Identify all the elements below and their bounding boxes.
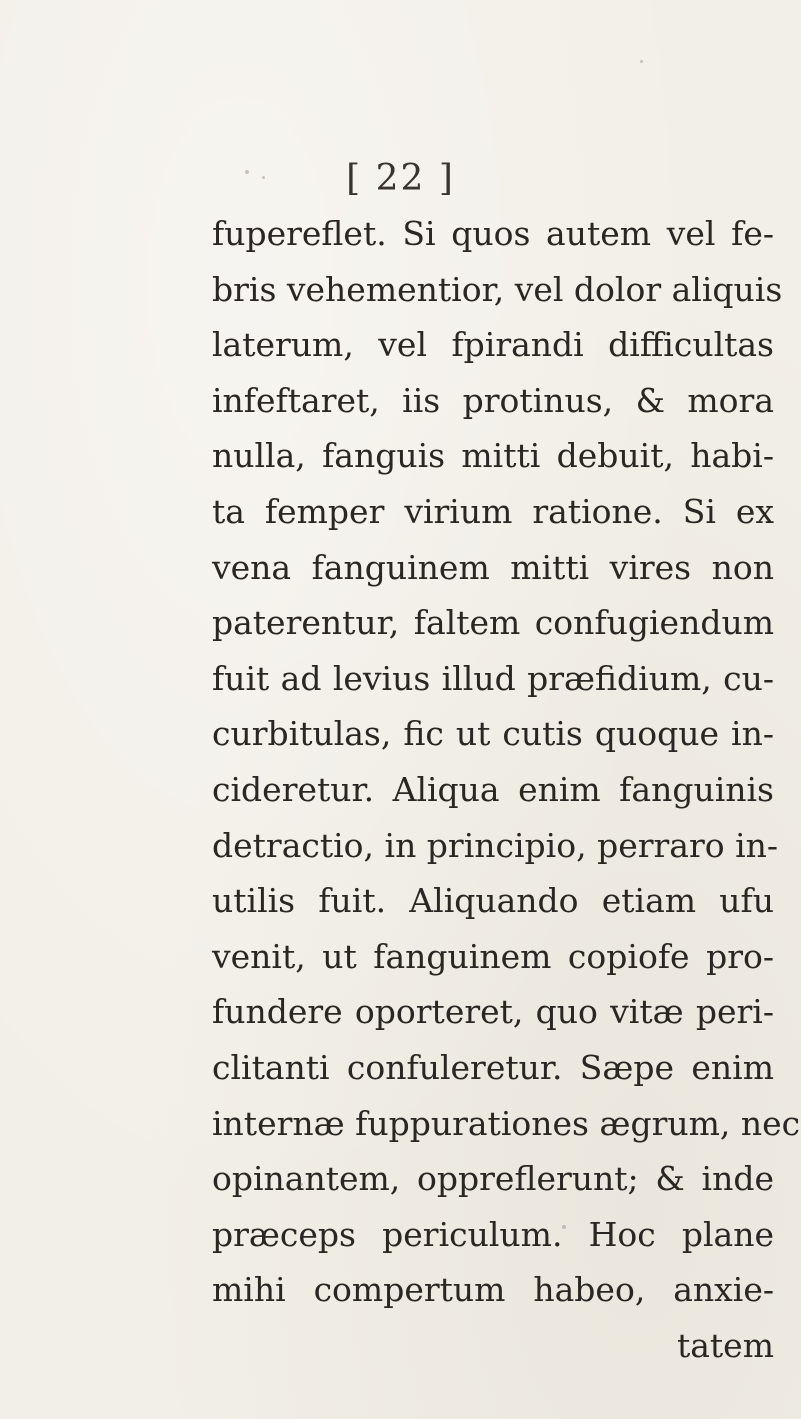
text-line: detractio, in principio, perraro in-: [212, 825, 779, 865]
paper-speck: [640, 60, 643, 63]
text-line: fupereflet. Si quos autem vel fe-: [212, 214, 774, 253]
text-line: fundere oporteret, quo vitæ peri-: [212, 992, 774, 1032]
paper-speck: [562, 1225, 566, 1229]
text-line: laterum, vel fpirandi difficultas: [212, 325, 774, 365]
body-text: [212, 206, 801, 1373]
text-line: bris vehementior, vel dolor aliquis: [212, 269, 783, 309]
text-line: clitanti confuleretur. Sæpe enim: [212, 1047, 774, 1087]
text-line: infeftaret, iis protinus, & mora: [212, 380, 774, 420]
text-line: nulla, fanguis mitti debuit, habi-: [212, 436, 774, 476]
text-line: paterentur, faltem confugiendum: [212, 603, 774, 643]
text-line: venit, ut fanguinem copiofe pro-: [212, 936, 774, 976]
paper-speck: [245, 170, 249, 174]
text-line: opinantem, oppreflerunt; & inde: [212, 1159, 774, 1199]
page-number: [ 22 ]: [346, 158, 455, 199]
catchword: tatem: [676, 1325, 774, 1365]
text-line: fuit ad levius illud præfidium, cu-: [212, 658, 774, 698]
text-line: utilis fuit. Aliquando etiam ufu: [212, 881, 774, 921]
text-line: ta femper virium ratione. Si ex: [212, 491, 774, 531]
text-line: cideretur. Aliqua enim fanguinis: [212, 769, 774, 809]
text-line: vena fanguinem mitti vires non: [212, 547, 774, 587]
text-line: præceps periculum. Hoc plane: [212, 1214, 774, 1254]
paper-speck: [300, 1183, 303, 1186]
paper-speck: [262, 176, 265, 179]
text-line: internæ fuppurationes ægrum, nec: [212, 1103, 801, 1143]
text-line: mihi compertum habeo, anxie-: [212, 1270, 774, 1310]
text-line: curbitulas, fic ut cutis quoque in-: [212, 714, 774, 754]
